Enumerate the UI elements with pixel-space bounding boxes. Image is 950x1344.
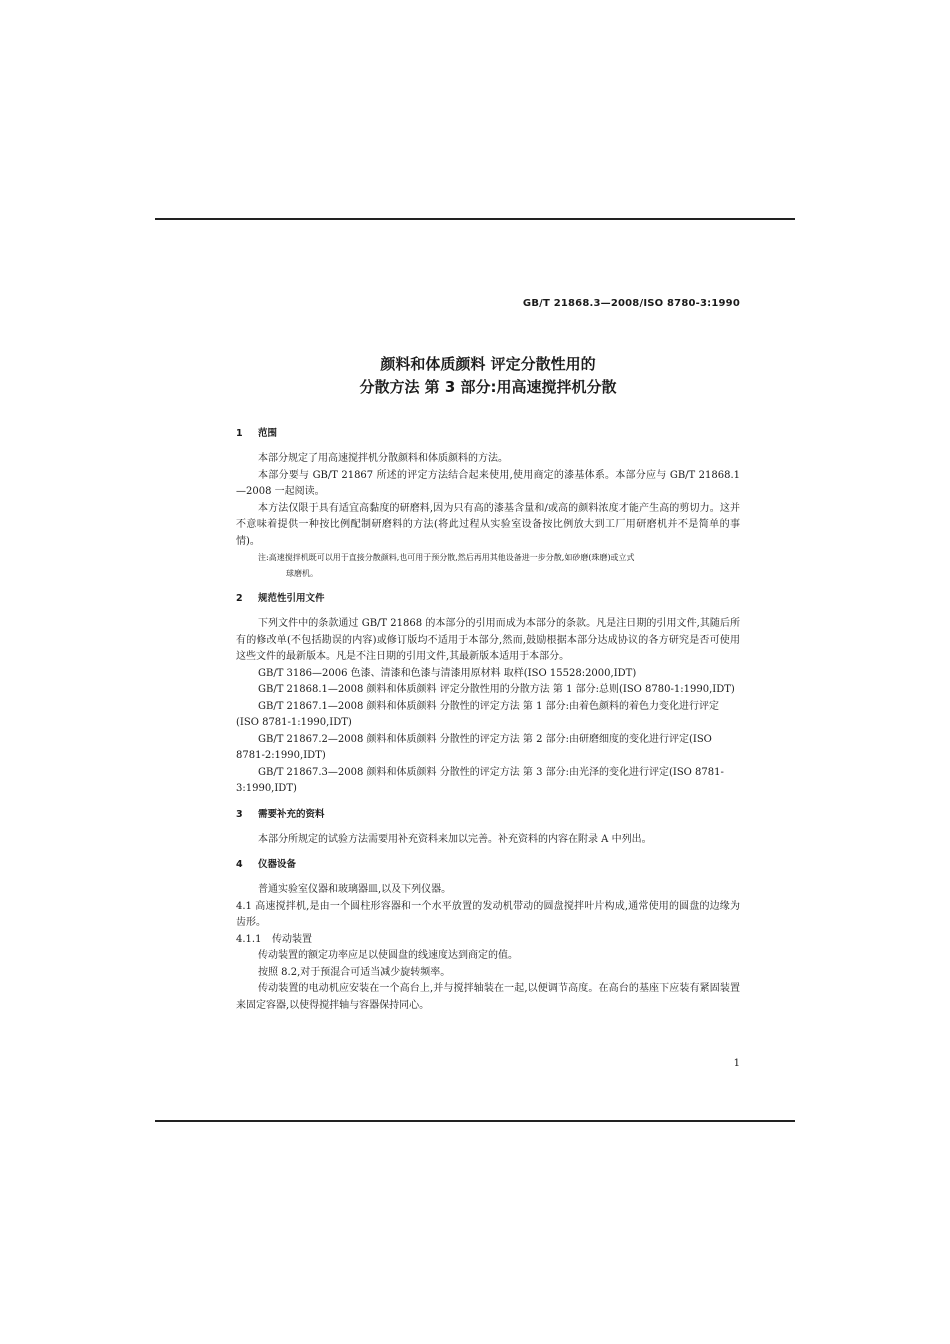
document-title [236, 353, 740, 399]
section-4-paragraph-3: 传动装置的额定功率应足以使圆盘的线速度达到商定的值。 [258, 950, 518, 961]
section-4-1-paragraph: 4.1 高速搅拌机,是由一个圆柱形容器和一个水平放置的发动机带动的圆盘搅拌叶片构成,通常使用的圆盘的边缘为齿形。 [236, 900, 740, 928]
section-1-heading [236, 427, 740, 441]
reference-item: GB/T 21867.3—2008 颜料和体质颜料 分散性的评定方法 第 3 部分:由光泽的变化进行评定(ISO 8781-3:1990,IDT) [236, 766, 724, 794]
standard-code: GB/T 21868.3—2008/ISO 8780-3:1990 [522, 298, 740, 309]
title-line-2: 分散方法 第 3 部分:用高速搅拌机分散 [359, 378, 617, 396]
reference-item: GB/T 21867.2—2008 颜料和体质颜料 分散性的评定方法 第 2 部分:由研磨细度的变化进行评定(ISO 8781-2:1990,IDT) [236, 733, 712, 761]
section-number: 2 [236, 593, 243, 604]
section-number: 4 [236, 859, 243, 870]
section-number: 3 [236, 808, 243, 820]
reference-item: GB/T 21867.1—2008 颜料和体质颜料 分散性的评定方法 第 1 部分:由着色颜料的着色力变化进行评定(ISO 8781-1:1990,IDT) [236, 700, 719, 728]
section-4-paragraph-4: 按照 8.2,对于预混合可适当减少旋转频率。 [258, 966, 451, 978]
section-4-paragraph-1: 普通实验室仪器和玻璃器皿,以及下列仪器。 [258, 884, 452, 895]
note-line-1: 注:高速搅拌机既可以用于直接分散颜料,也可用于预分散,然后再用其他设备进一步分散,如砂磨(珠磨)或立式 [258, 553, 635, 562]
page-number: 1 [733, 1058, 740, 1069]
subsection-number: 4.1.1 [236, 933, 262, 945]
top-rule [155, 218, 795, 220]
title-line-1: 颜料和体质颜料 评定分散性用的 [380, 355, 596, 373]
section-2-heading [236, 592, 740, 606]
subsection-title: 传动装置 [272, 933, 312, 945]
section-4-paragraph-5: 传动装置的电动机应安装在一个高台上,并与搅拌轴装在一起,以便调节高度。在高台的基座下应装有紧固装置来固定容器,以使得搅拌轴与容器保持同心。 [236, 983, 740, 1011]
section-4-heading [236, 858, 740, 872]
section-1-note [258, 550, 740, 582]
section-title: 仪器设备 [258, 859, 297, 870]
section-title: 范围 [258, 428, 278, 439]
section-1-paragraph-1: 本部分规定了用高速搅拌机分散颜料和体质颜料的方法。 [258, 453, 508, 464]
section-1-paragraph-3: 本方法仅限于具有适宜高黏度的研磨料,因为只有高的漆基含量和/或高的颜料浓度才能产生高的剪切力。这并不意味着提供一种按比例配制研磨料的方法(将此过程从实验室设备按比例放大到工厂用研磨机并不是简单的事情)。 [236, 502, 740, 547]
section-2-paragraph-1: 下列文件中的条款通过 GB/T 21868 的本部分的引用而成为本部分的条款。凡是注日期的引用文件,其随后所有的修改单(不包括勘误的内容)或修订版均不适用于本部分,然而,鼓励根据本部分达成协议的各方研究是否可使用这些文件的最新版本。凡是不注日期的引用文件,其最新版本适用于本部分。 [236, 618, 740, 662]
subsection-4-1-1-heading [236, 932, 740, 949]
document-page [236, 298, 740, 1069]
section-title: 需要补充的资料 [258, 808, 325, 820]
bottom-rule [155, 1120, 795, 1122]
section-1-paragraph-2: 本部分要与 GB/T 21867 所述的评定方法结合起来使用,使用商定的漆基体系。本部分应与 GB/T 21868.1—2008 一起阅读。 [236, 469, 740, 497]
section-number: 1 [236, 428, 243, 439]
reference-item: GB/T 3186—2006 色漆、清漆和色漆与清漆用原材料 取样(ISO 15528:2000,IDT) [258, 667, 637, 679]
section-title: 规范性引用文件 [258, 593, 325, 604]
section-3-heading [236, 808, 740, 822]
section-3-paragraph-1: 本部分所规定的试验方法需要用补充资料来加以完善。补充资料的内容在附录 A 中列出。 [258, 833, 652, 845]
reference-item: GB/T 21868.1—2008 颜料和体质颜料 评定分散性用的分散方法 第 1 部分:总则(ISO 8780-1:1990,IDT) [258, 684, 735, 695]
note-line-2: 球磨机。 [286, 569, 318, 578]
